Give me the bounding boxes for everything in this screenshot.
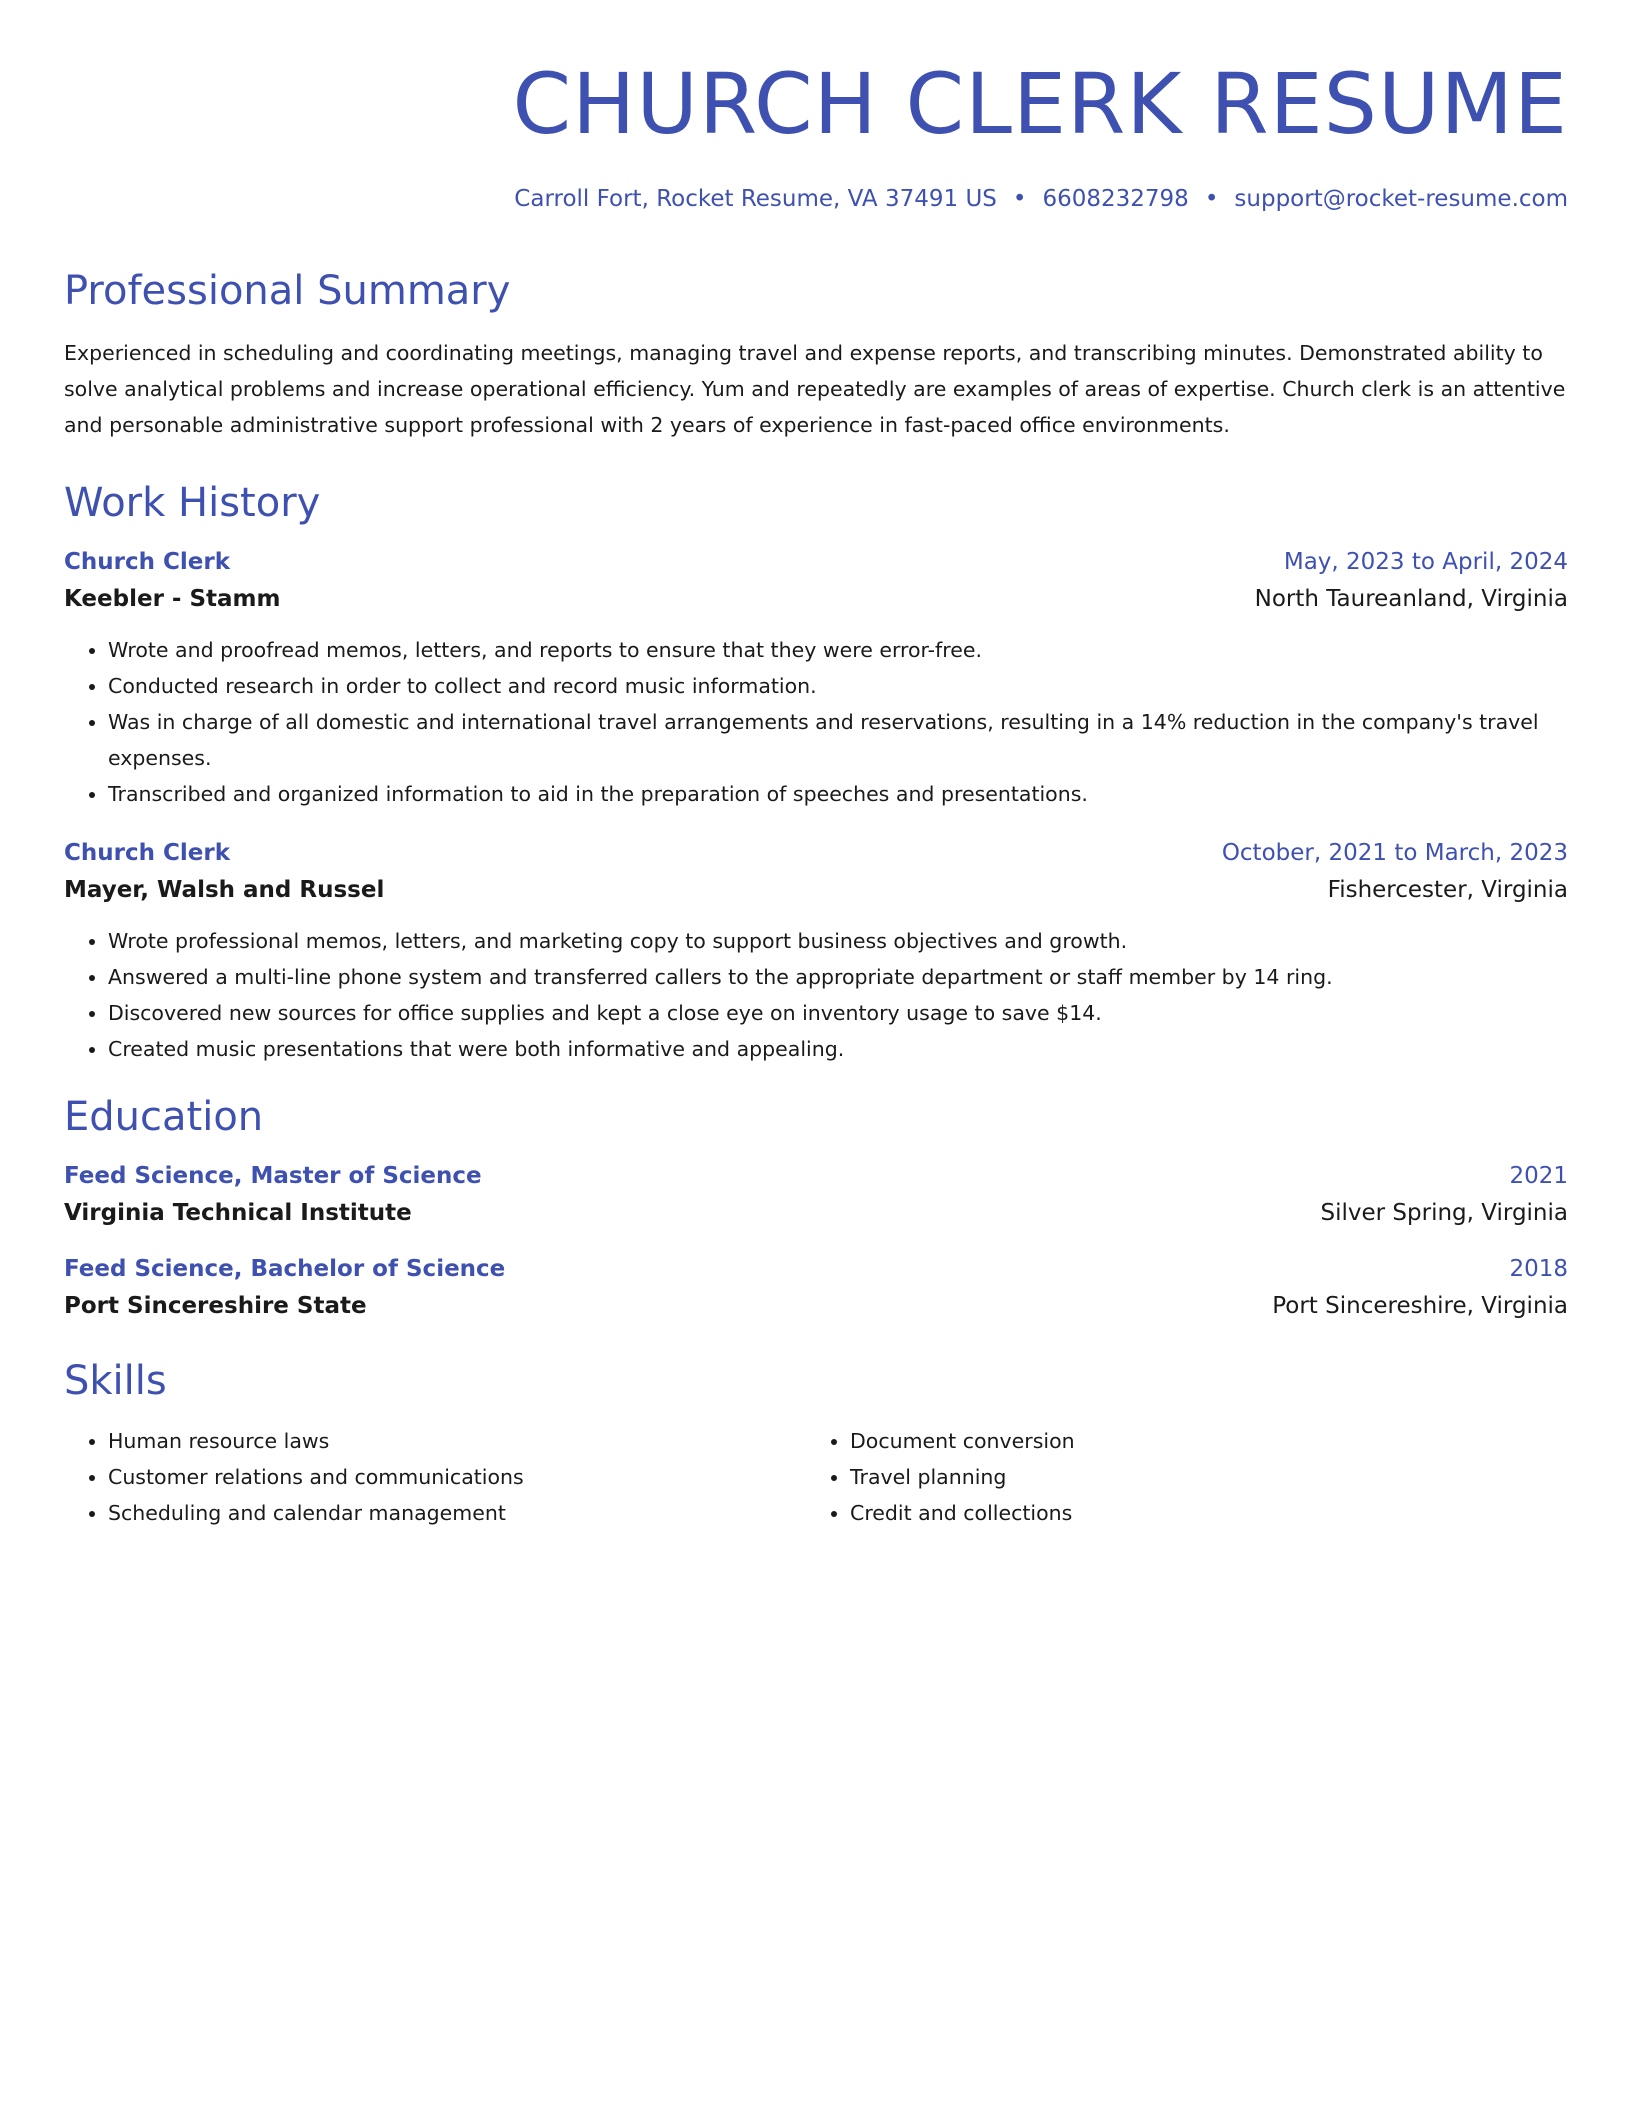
job-bullet: • Transcribed and organized information to aid in the preparation of speeches and presentations. — [108, 776, 1568, 812]
education-school: Port Sincereshire State — [64, 1293, 367, 1319]
contact-email: support@rocket-resume.com — [1234, 186, 1568, 212]
skill-item: • Customer relations and communications — [108, 1459, 806, 1495]
job-location: Fishercester, Virginia — [1327, 877, 1568, 903]
resume-page — [64, 0, 1568, 1531]
education-entry — [64, 1256, 1568, 1319]
job-subheader — [64, 877, 1568, 903]
contact-separator: • — [1012, 186, 1027, 212]
job-entry — [64, 549, 1568, 812]
skill-item: • Human resource laws — [108, 1423, 806, 1459]
skills-column-right — [806, 1423, 1548, 1531]
education-heading: Education — [64, 1094, 264, 1140]
education-location: Port Sincereshire, Virginia — [1272, 1293, 1568, 1319]
contact-separator: • — [1204, 186, 1219, 212]
job-bullet: • Conducted research in order to collect and record music information. — [108, 668, 1568, 704]
education-subheader — [64, 1293, 1568, 1319]
skill-item: • Document conversion — [850, 1423, 1548, 1459]
job-employer: Mayer, Walsh and Russel — [64, 877, 385, 903]
skills-column-left — [64, 1423, 806, 1531]
job-bullet: • Created music presentations that were both informative and appealing. — [108, 1031, 1568, 1067]
contact-phone: 6608232798 — [1042, 186, 1189, 212]
education-year: 2021 — [1509, 1163, 1568, 1189]
job-bullets — [64, 923, 1568, 1067]
contact-line — [64, 188, 1568, 211]
job-bullet: • Answered a multi-line phone system and transferred callers to the appropriate department or staff member by 14 ring. — [108, 959, 1568, 995]
resume-title: CHURCH CLERK RESUME — [512, 55, 1568, 153]
skill-item: • Scheduling and calendar management — [108, 1495, 806, 1531]
summary-heading: Professional Summary — [64, 268, 511, 314]
job-bullet: • Was in charge of all domestic and international travel arrangements and reservations, resulting in a 14% reduction in the company's travel expenses. — [108, 704, 1568, 776]
job-employer: Keebler - Stamm — [64, 586, 281, 612]
job-subheader — [64, 586, 1568, 612]
education-location: Silver Spring, Virginia — [1320, 1200, 1568, 1226]
skills-list — [64, 1423, 1568, 1531]
education-school: Virginia Technical Institute — [64, 1200, 412, 1226]
skill-item: • Credit and collections — [850, 1495, 1548, 1531]
work-history-heading: Work History — [64, 480, 321, 526]
skill-item: • Travel planning — [850, 1459, 1548, 1495]
job-dates: May, 2023 to April, 2024 — [1283, 549, 1568, 575]
education-header — [64, 1256, 1568, 1282]
job-bullet: • Discovered new sources for office supplies and kept a close eye on inventory usage to save $14. — [108, 995, 1568, 1031]
education-degree: Feed Science, Master of Science — [64, 1163, 482, 1189]
education-subheader — [64, 1200, 1568, 1226]
skills-heading: Skills — [64, 1358, 167, 1404]
education-header — [64, 1163, 1568, 1189]
contact-address: Carroll Fort, Rocket Resume, VA 37491 US — [514, 186, 997, 212]
job-role: Church Clerk — [64, 840, 230, 866]
education-entry — [64, 1163, 1568, 1226]
job-bullet: • Wrote professional memos, letters, and marketing copy to support business objectives and growth. — [108, 923, 1568, 959]
job-dates: October, 2021 to March, 2023 — [1221, 840, 1568, 866]
job-bullet: • Wrote and proofread memos, letters, and reports to ensure that they were error-free. — [108, 632, 1568, 668]
job-location: North Taureanland, Virginia — [1254, 586, 1568, 612]
job-role: Church Clerk — [64, 549, 230, 575]
job-entry — [64, 840, 1568, 1067]
job-header — [64, 549, 1568, 575]
education-year: 2018 — [1509, 1256, 1568, 1282]
job-header — [64, 840, 1568, 866]
summary-text: Experienced in scheduling and coordinating meetings, managing travel and expense reports, and transcribing minutes. Demonstrated ability to solve analytical problems and increase operational efficiency. Yum and repeatedly are examples of areas of expertise. Church clerk is an attentive and personable administrative support professional with 2 years of experience in fast-paced office environments. — [64, 341, 1566, 437]
education-degree: Feed Science, Bachelor of Science — [64, 1256, 506, 1282]
job-bullets — [64, 632, 1568, 812]
